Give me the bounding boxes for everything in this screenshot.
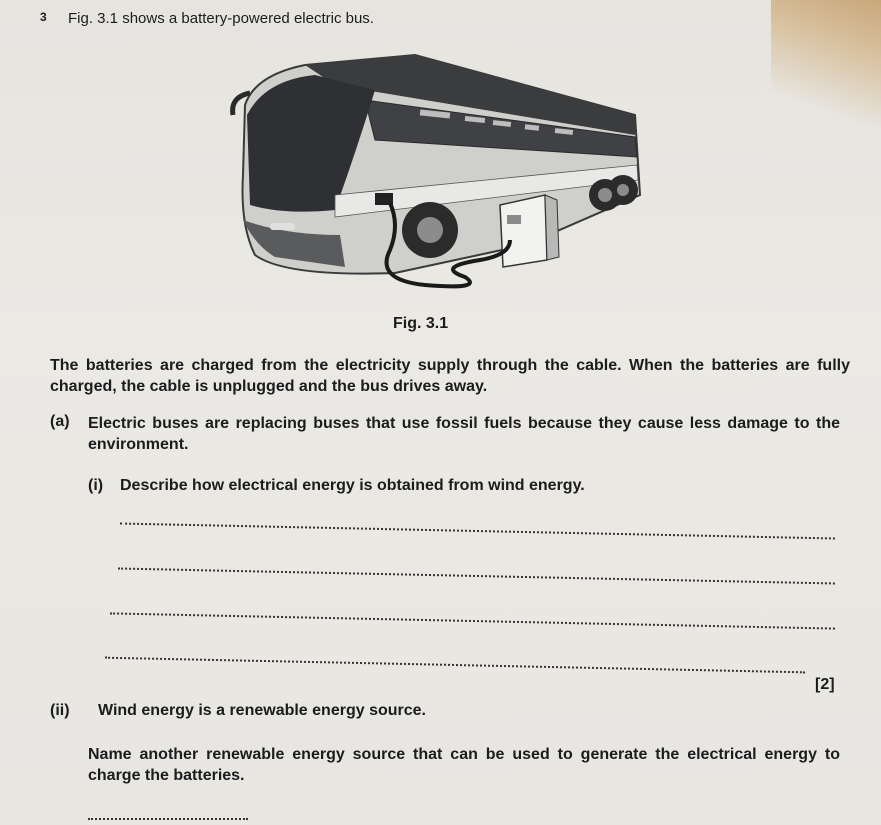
question-intro: Fig. 3.1 shows a battery-powered electric bus. <box>68 10 374 27</box>
electric-bus-illustration <box>225 45 645 300</box>
answer-line[interactable] <box>120 523 835 540</box>
page-corner-shadow <box>771 0 881 200</box>
question-number: 3 <box>40 10 47 24</box>
answer-line[interactable] <box>110 612 835 629</box>
part-a-ii-statement: Wind energy is a renewable energy source. <box>98 702 426 719</box>
answer-line[interactable] <box>118 567 835 584</box>
part-a-i-question: Describe how electrical energy is obtained from wind energy. <box>120 477 585 494</box>
figure-caption: Fig. 3.1 <box>393 315 449 332</box>
answer-line[interactable] <box>88 818 248 820</box>
intro-paragraph: The batteries are charged from the electricity supply through the cable. When the batteries are fully charged, the cable is unplugged and the bus drives away. <box>50 357 850 395</box>
part-a-ii-label: (ii) <box>50 702 70 719</box>
part-a-ii-question: Name another renewable energy source that can be used to generate the electrical energy to charge the batteries. <box>88 746 840 784</box>
answer-line[interactable] <box>105 657 805 674</box>
part-a-i-label: (i) <box>88 477 104 494</box>
part-a-label: (a) <box>50 413 70 430</box>
part-a-text: Electric buses are replacing buses that use fossil fuels because they cause less damage to the environment. <box>88 415 840 453</box>
marks-label: [2] <box>815 676 835 693</box>
